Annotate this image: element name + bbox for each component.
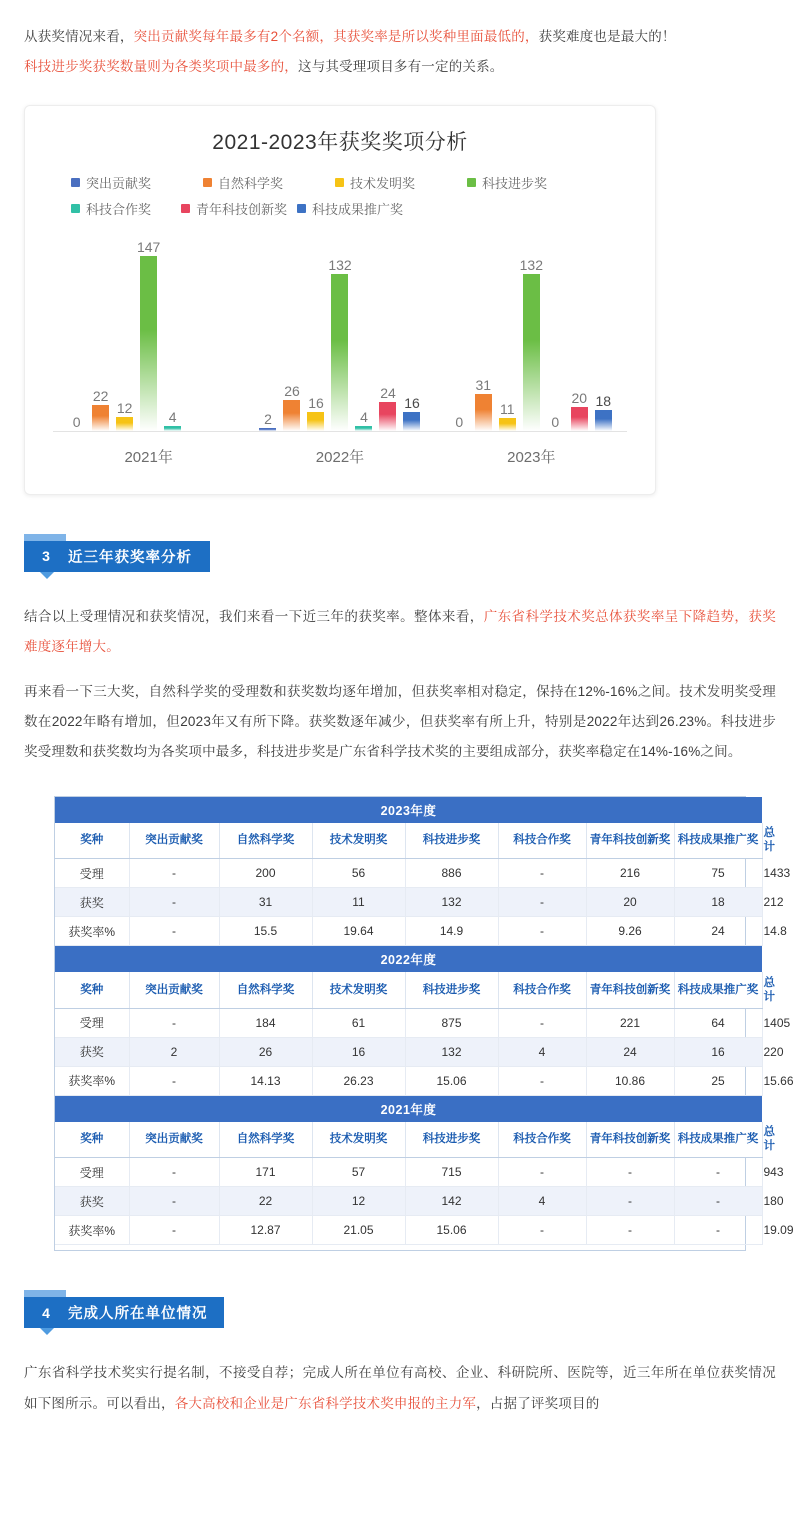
x-tick-label: 2022年: [315, 448, 365, 466]
chart-bar-技术发明奖-2022年[interactable]: [307, 232, 324, 431]
column-header: 青年科技创新奖: [586, 823, 674, 859]
table-cell: -: [129, 1216, 219, 1245]
section3-paragraph-2: 再来看一下三大奖，自然科学奖的受理数和获奖数均逐年增加，但获奖率相对稳定，保持在12%-16%之间。技术发明奖受理数在2022年略有增加，但2023年又有所下降。获奖数逐年减少，但获奖率有所上升，特别是2022年达到26.23%。科技进步奖受理数和获奖数均为各奖项中最多，科技进步奖是广东省科学技术奖的主要组成部分，获奖率稳定在14%-16%之间。: [24, 683, 776, 760]
table-row: 获奖 2 26 16 132 4 24 16 220: [55, 1037, 762, 1066]
row-header: 获奖: [55, 1187, 129, 1216]
column-header: 突出贡献奖: [129, 972, 219, 1008]
row-header: 获奖: [55, 1037, 129, 1066]
bar-rect: [116, 417, 133, 431]
intro-text-1: 从获奖情况来看，: [24, 29, 134, 44]
table-cell: -: [498, 1158, 586, 1187]
intro-highlight-1: 突出贡献奖每年最多有2个名额，其获奖率是所以奖种里面最低的，: [133, 29, 539, 44]
chart-bar-青年科技创新奖-2022年[interactable]: [379, 232, 396, 431]
legend-item-4[interactable]: [71, 196, 151, 222]
section-tab-accent-4: [24, 1290, 66, 1297]
table-cell: -: [586, 1216, 674, 1245]
chart-group-2023年: [436, 232, 627, 431]
year-label: 2022年度: [55, 946, 762, 972]
column-header: 青年科技创新奖: [586, 1122, 674, 1158]
table-bottom-border: [55, 1245, 745, 1251]
section-number-3: 3: [42, 548, 50, 565]
table-cell: 4: [498, 1187, 586, 1216]
x-tick-label: 2023年: [507, 448, 556, 466]
bar-value-label: 132: [328, 256, 352, 273]
bar-value-label: 11: [500, 400, 515, 417]
bar-value-label: 22: [92, 387, 109, 404]
s4-text-2: ，占据了评奖项目的: [476, 1395, 600, 1411]
table-row: 受理 - 171 57 715 - - - 943: [55, 1158, 762, 1187]
column-header: 突出贡献奖: [129, 823, 219, 859]
table-cell: -: [129, 888, 219, 917]
chart-bar-技术发明奖-2021年[interactable]: [116, 232, 133, 431]
table-year-banner: [55, 1096, 762, 1122]
table-cell: 9.26: [586, 917, 674, 946]
legend-item-0[interactable]: [71, 170, 203, 196]
chart-bar-科技成果推广奖-2022年[interactable]: [403, 232, 420, 431]
section3-paragraph-1: [0, 602, 800, 663]
table-cell: 16: [674, 1037, 762, 1066]
bar-rect: [523, 274, 540, 431]
table-year-banner: [55, 946, 762, 972]
table-cell: -: [498, 859, 586, 888]
bar-value-label: 4: [360, 408, 368, 425]
table-header-row: 奖种 突出贡献奖 自然科学奖 技术发明奖 科技进步奖 科技合作奖 青年科技创新奖 科技成果推广奖 总计: [55, 972, 762, 1008]
bar-value-label: 0: [551, 413, 560, 430]
award-rate-tables: [54, 796, 794, 1252]
chart-bar-技术发明奖-2023年[interactable]: [499, 232, 516, 431]
column-header: 奖种: [55, 1122, 129, 1158]
table-cell: -: [498, 917, 586, 946]
chart-bar-科技进步奖-2021年[interactable]: [136, 232, 161, 431]
chart-bar-科技进步奖-2022年[interactable]: [328, 232, 352, 431]
bar-value-label: 20: [571, 389, 588, 406]
chart-bar-科技成果推广奖-2023年[interactable]: [595, 232, 612, 431]
section-title-3: 近三年获奖率分析: [68, 549, 192, 566]
table-cell: 57: [312, 1158, 405, 1187]
chart-bar-科技进步奖-2023年[interactable]: [519, 232, 543, 431]
intro-paragraph: [0, 0, 800, 52]
table-cell: -: [498, 888, 586, 917]
table-cell: 221: [586, 1008, 674, 1037]
table-header-row: 奖种 突出贡献奖 自然科学奖 技术发明奖 科技进步奖 科技合作奖 青年科技创新奖 科技成果推广奖 总计: [55, 1122, 762, 1158]
chart-bar-突出贡献奖-2022年[interactable]: [259, 232, 276, 431]
table-cell: -: [674, 1158, 762, 1187]
table-cell: 715: [405, 1158, 498, 1187]
chart-x-tick-labels: [53, 432, 627, 467]
table-cell: 19.64: [312, 917, 405, 946]
table-cell: 56: [312, 859, 405, 888]
column-header: 奖种: [55, 823, 129, 859]
bar-rect: [331, 274, 348, 431]
table-cell: 14.13: [219, 1066, 312, 1095]
table-row: 受理 - 184 61 875 - 221 64 1405: [55, 1008, 762, 1037]
bar-value-label: 16: [308, 394, 324, 411]
column-header: 自然科学奖: [219, 823, 312, 859]
legend-swatch-icon: [181, 204, 190, 213]
legend-item-3[interactable]: [467, 170, 547, 196]
legend-item-5[interactable]: [181, 196, 287, 222]
chart-bar-青年科技创新奖-2021年[interactable]: [188, 232, 205, 431]
bar-value-label: 26: [284, 382, 300, 399]
bar-value-label: 18: [595, 392, 612, 409]
table-cell: 31: [219, 888, 312, 917]
legend-item-1[interactable]: [203, 170, 335, 196]
chart-bar-突出贡献奖-2021年[interactable]: [68, 232, 85, 431]
section-banner-4: [24, 1297, 224, 1328]
award-chart-card: [24, 105, 656, 495]
bar-value-label: 147: [136, 238, 161, 255]
intro-highlight-2: 科技进步奖获奖数量则为各类奖项中最多的，: [24, 59, 298, 75]
chart-bar-自然科学奖-2022年[interactable]: [283, 232, 300, 431]
chart-legend: [71, 170, 609, 222]
table-cell: 2: [129, 1037, 219, 1066]
legend-swatch-icon: [297, 204, 306, 213]
section-header-4: [24, 1297, 210, 1328]
column-header: 科技合作奖: [498, 972, 586, 1008]
legend-label: 自然科学奖: [218, 176, 284, 192]
column-header: 技术发明奖: [312, 972, 405, 1008]
s4-highlight-1: 各大高校和企业是广东省科学技术奖申报的主力军: [174, 1395, 477, 1411]
chart-group-2021年: [53, 232, 244, 431]
table-cell: 875: [405, 1008, 498, 1037]
column-header: 科技合作奖: [498, 823, 586, 859]
s3-text-1: 结合以上受理情况和获奖情况，我们来看一下近三年的获奖率。整体来看，: [24, 608, 484, 624]
chart-bar-科技合作奖-2021年[interactable]: [164, 232, 181, 431]
intro-text-2: 获奖难度也是最大的！: [538, 29, 676, 44]
column-header: 科技进步奖: [405, 1122, 498, 1158]
legend-label: 科技进步奖: [482, 176, 548, 192]
bar-rect: [475, 394, 492, 431]
chart-plot-area: [53, 232, 627, 432]
table-cell: 24: [674, 917, 762, 946]
year-table-2021年度: [55, 1096, 794, 1246]
legend-item-2[interactable]: [335, 170, 467, 196]
table-cell: 14.9: [405, 917, 498, 946]
table-cell: 16: [312, 1037, 405, 1066]
bar-rect: [379, 402, 396, 431]
table-cell: -: [129, 917, 219, 946]
column-header: 青年科技创新奖: [586, 972, 674, 1008]
s3-highlight-1: 广东省科学技术奖总体获奖率呈下降趋势，获奖难度逐年增大。: [24, 608, 776, 655]
table-cell: 216: [586, 859, 674, 888]
table-cell: 132: [405, 1037, 498, 1066]
table-row: 获奖率% - 15.5 19.64 14.9 - 9.26 24 14.8: [55, 917, 762, 946]
table-cell: 10.86: [586, 1066, 674, 1095]
table-cell: -: [498, 1066, 586, 1095]
table-cell: -: [674, 1187, 762, 1216]
section-header-3: [24, 541, 210, 572]
legend-swatch-icon: [467, 178, 476, 187]
table-cell: 21.05: [312, 1216, 405, 1245]
table-cell: 200: [219, 859, 312, 888]
column-header: 科技成果推广奖: [674, 972, 762, 1008]
bottom-spacer: [0, 1419, 800, 1427]
row-header: 获奖: [55, 888, 129, 917]
table-cell: -: [129, 1187, 219, 1216]
legend-swatch-icon: [335, 178, 344, 187]
chart-bar-突出贡献奖-2023年[interactable]: [451, 232, 468, 431]
table-cell: 184: [219, 1008, 312, 1037]
chart-bar-科技合作奖-2022年[interactable]: [355, 232, 372, 431]
column-header: 突出贡献奖: [129, 1122, 219, 1158]
bar-rect: [283, 400, 300, 431]
table-cell: 12.87: [219, 1216, 312, 1245]
chart-title: 2021-2023年获奖奖项分析: [212, 130, 468, 154]
section4-paragraph-1: [0, 1358, 800, 1419]
s4-text-1: 广东省科学技术奖实行提名制，不接受自荐；完成人所在单位有高校、企业、科研院所、医院等，近三年所在单位获奖情况如下图所示。可以看出，: [24, 1365, 776, 1411]
table-cell: 75: [674, 859, 762, 888]
year-table-2022年度: [55, 946, 794, 1096]
row-header: 受理: [55, 859, 129, 888]
chart-bar-自然科学奖-2021年[interactable]: [92, 232, 109, 431]
legend-label: 技术发明奖: [350, 176, 416, 192]
table-cell: -: [129, 1066, 219, 1095]
table-row: 获奖率% - 14.13 26.23 15.06 - 10.86 25 15.66: [55, 1066, 762, 1095]
bar-value-label: 132: [519, 256, 543, 273]
bar-value-label: 12: [116, 399, 133, 416]
table-cell: 61: [312, 1008, 405, 1037]
x-tick-label: 2021年: [124, 448, 173, 466]
chart-bar-科技合作奖-2023年[interactable]: [547, 232, 564, 431]
section-number-4: 4: [42, 1304, 50, 1321]
table-cell: 64: [674, 1008, 762, 1037]
bar-value-label: 2: [264, 410, 272, 427]
row-header: 获奖率%: [55, 1066, 129, 1095]
table-row: 获奖率% - 12.87 21.05 15.06 - - - 19.09: [55, 1216, 762, 1245]
table-cell: 26.23: [312, 1066, 405, 1095]
column-header: 奖种: [55, 972, 129, 1008]
legend-label: 科技合作奖: [86, 202, 152, 218]
bar-rect: [571, 407, 588, 431]
column-header: 自然科学奖: [219, 972, 312, 1008]
column-header: 科技合作奖: [498, 1122, 586, 1158]
section-notch-4: [40, 1328, 54, 1335]
bar-value-label: 0: [72, 413, 81, 430]
table-cell: 15.06: [405, 1066, 498, 1095]
year-label: 2023年度: [55, 797, 762, 823]
table-cell: -: [586, 1187, 674, 1216]
table-cell: 142: [405, 1187, 498, 1216]
bar-value-label: 31: [475, 376, 492, 393]
table-header-row: 奖种 突出贡献奖 自然科学奖 技术发明奖 科技进步奖 科技合作奖 青年科技创新奖 科技成果推广奖 总计: [55, 823, 762, 859]
table-row: 获奖 - 31 11 132 - 20 18 212: [55, 888, 762, 917]
table-cell: 11: [312, 888, 405, 917]
row-header: 获奖率%: [55, 917, 129, 946]
table-cell: -: [129, 859, 219, 888]
bar-value-label: 0: [455, 413, 464, 430]
year-label: 2021年度: [55, 1096, 762, 1122]
table-row: 受理 - 200 56 886 - 216 75 1433: [55, 859, 762, 888]
bar-value-label: 24: [380, 384, 396, 401]
table-cell: -: [586, 1158, 674, 1187]
table-cell: 12: [312, 1187, 405, 1216]
table-cell: 25: [674, 1066, 762, 1095]
table-cell: 20: [586, 888, 674, 917]
legend-item-6[interactable]: [297, 196, 403, 222]
section-notch-3: [40, 572, 54, 579]
year-table-2023年度: [55, 797, 791, 947]
column-header: 自然科学奖: [219, 1122, 312, 1158]
chart-bar-青年科技创新奖-2023年[interactable]: [571, 232, 588, 431]
bar-value-label: 16: [404, 394, 420, 411]
bar-rect: [403, 412, 420, 431]
table-cell: -: [129, 1008, 219, 1037]
chart-bar-自然科学奖-2023年[interactable]: [475, 232, 492, 431]
column-header: 技术发明奖: [312, 1122, 405, 1158]
bar-rect: [140, 256, 157, 431]
bar-rect: [92, 405, 109, 431]
table-cell: -: [498, 1008, 586, 1037]
table-year-banner: [55, 797, 762, 823]
chart-bar-groups: [53, 232, 627, 431]
chart-group-2022年: [244, 232, 435, 431]
row-header: 受理: [55, 1008, 129, 1037]
legend-swatch-icon: [71, 178, 80, 187]
intro-paragraph-2: [0, 52, 800, 82]
table-row: 获奖 - 22 12 142 4 - - 180: [55, 1187, 762, 1216]
bar-rect: [307, 412, 324, 431]
table-cell: -: [498, 1216, 586, 1245]
table-cell: 171: [219, 1158, 312, 1187]
section-tab-accent-3: [24, 534, 66, 541]
chart-bar-科技成果推广奖-2021年[interactable]: [212, 232, 229, 431]
table-cell: 26: [219, 1037, 312, 1066]
column-header: 技术发明奖: [312, 823, 405, 859]
legend-label: 青年科技创新奖: [196, 202, 288, 218]
chart-x-axis-line: [53, 431, 627, 432]
intro-text-3: 这与其受理项目多有一定的关系。: [298, 59, 504, 75]
bar-rect: [595, 410, 612, 431]
row-header: 受理: [55, 1158, 129, 1187]
column-header: 科技成果推广奖: [674, 1122, 762, 1158]
section-banner-3: [24, 541, 210, 572]
bar-rect: [499, 418, 516, 431]
section-title-4: 完成人所在单位情况: [68, 1306, 208, 1323]
table-cell: -: [674, 1216, 762, 1245]
legend-swatch-icon: [203, 178, 212, 187]
table-cell: 132: [405, 888, 498, 917]
legend-label: 突出贡献奖: [86, 176, 152, 192]
legend-label: 科技成果推广奖: [312, 202, 404, 218]
row-header: 获奖率%: [55, 1216, 129, 1245]
column-header: 科技进步奖: [405, 972, 498, 1008]
column-header: 科技进步奖: [405, 823, 498, 859]
table-cell: 15.5: [219, 917, 312, 946]
bar-value-label: 4: [168, 408, 177, 425]
table-cell: 15.06: [405, 1216, 498, 1245]
column-header: 科技成果推广奖: [674, 823, 762, 859]
legend-swatch-icon: [71, 204, 80, 213]
table-cell: 4: [498, 1037, 586, 1066]
table-cell: 24: [586, 1037, 674, 1066]
table-cell: 22: [219, 1187, 312, 1216]
table-cell: 18: [674, 888, 762, 917]
table-cell: 886: [405, 859, 498, 888]
table-cell: -: [129, 1158, 219, 1187]
